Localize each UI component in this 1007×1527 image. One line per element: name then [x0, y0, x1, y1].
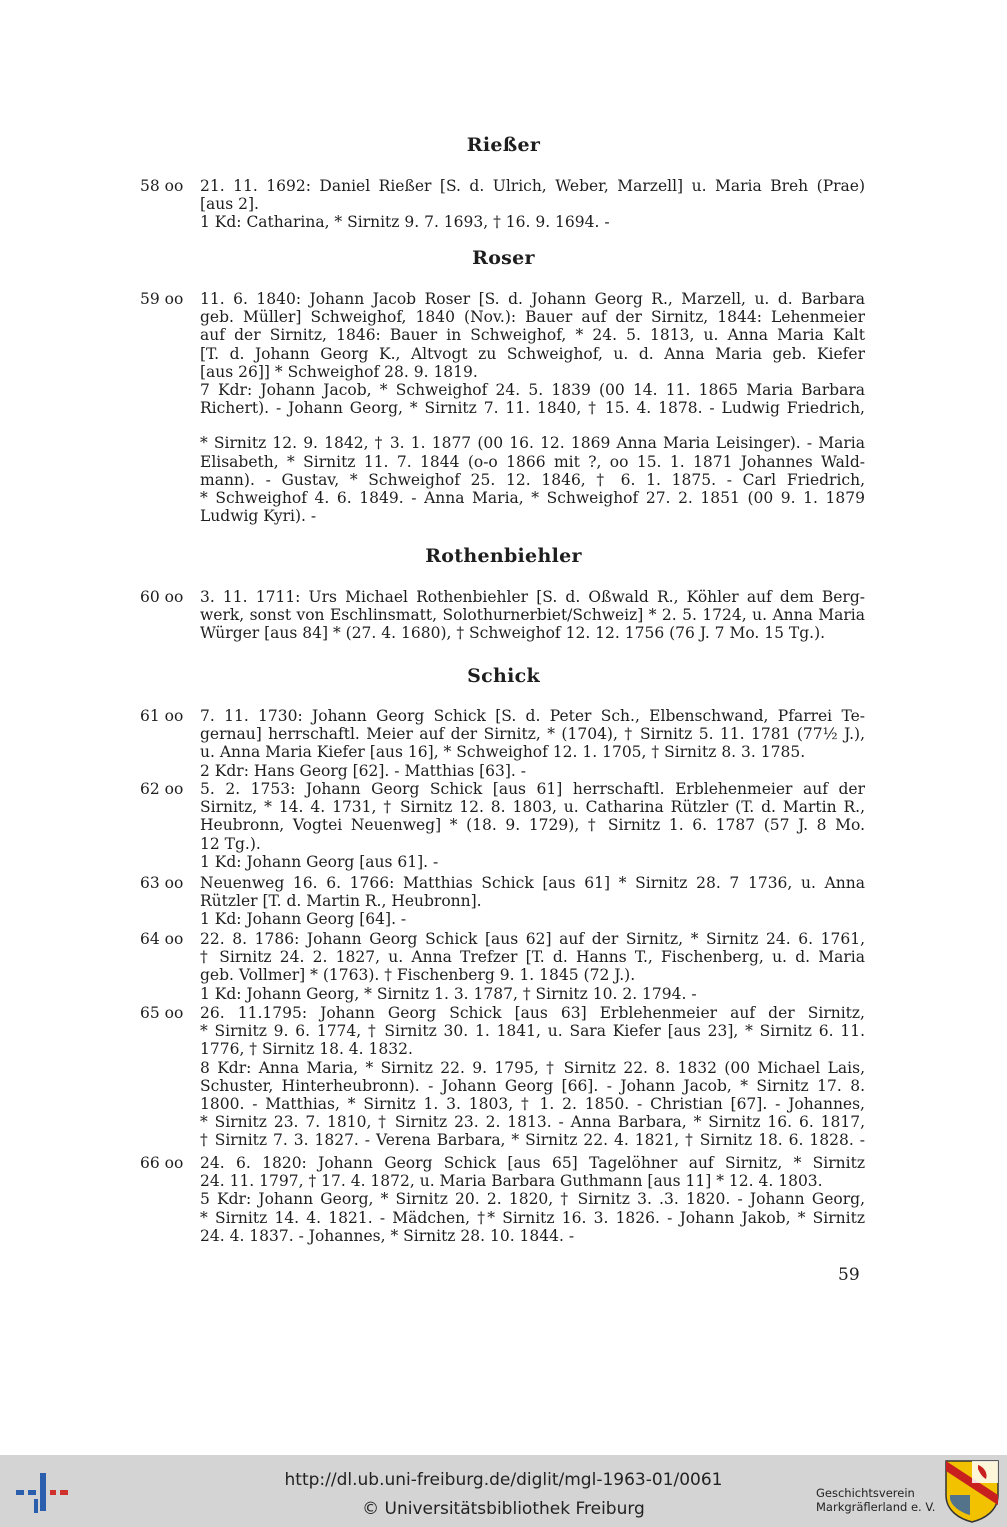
entry-line: geb. Vollmer] * (1763). † Fischenberg 9. 1. 1845 (72 J.).: [200, 966, 636, 985]
entry-line: Richert). - Johann Georg, * Sirnitz 7. 11. 1840, † 15. 4. 1878. - Ludwig Friedrich,: [200, 399, 865, 418]
entry-line: u. Anna Maria Kiefer [aus 16], * Schweighof 12. 1. 1705, † Sirnitz 8. 3. 1785.: [200, 743, 806, 762]
entry-line: 5. 2. 1753: Johann Georg Schick [aus 61] herrschaftl. Erblehenmeier auf der: [200, 780, 865, 798]
entry-line: 3. 11. 1711: Urs Michael Rothenbiehler [S. d. Oßwald R., Köhler auf dem Berg-: [200, 588, 865, 606]
entry-text: [200, 930, 865, 1003]
entry-line: * Sirnitz 12. 9. 1842, † 3. 1. 1877 (00 16. 12. 1869 Anna Maria Leisinger). - Maria: [200, 434, 865, 453]
section-title-roser: Roser: [472, 247, 535, 269]
entry-text: [200, 1154, 865, 1245]
section-title-riesser: Rießer: [466, 134, 541, 156]
society-line: Markgräflerland e. V.: [816, 1500, 936, 1514]
footer-url-link[interactable]: http://dl.ub.uni-freiburg.de/diglit/mgl-1963-01/0061: [284, 1470, 723, 1490]
section-title-rothenbiehler: Rothenbiehler: [425, 545, 582, 567]
entry-line: [T. d. Johann Georg K., Altvogt zu Schweighof, u. d. Anna Maria geb. Kiefer: [200, 344, 865, 363]
entry-line: Schuster, Hinterheubronn). - Johann Georg [66]. - Johann Jacob, * Sirnitz 17. 8.: [200, 1076, 865, 1095]
entry-text: [200, 874, 865, 929]
entry-number: 61 oo: [140, 707, 184, 725]
entry-line: Elisabeth, * Sirnitz 11. 7. 1844 (o-o 1866 mit ?, oo 15. 1. 1871 Johannes Wald-: [200, 452, 865, 471]
entry-line: 2 Kdr: Hans Georg [62]. - Matthias [63]. -: [200, 761, 526, 780]
entry-line: geb. Müller] Schweighof, 1840 (Nov.): Bauer auf der Sirnitz, 1844: Lehenmeier: [200, 308, 865, 327]
entry-text: [200, 707, 865, 780]
entry-line: † Sirnitz 7. 3. 1827. - Verena Barbara, * Sirnitz 22. 4. 1821, † Sirnitz 18. 6. 1828. -: [200, 1131, 865, 1150]
entry-line: * Sirnitz 23. 7. 1810, † Sirnitz 23. 2. 1813. - Anna Barbara, * Sirnitz 16. 6. 1817,: [200, 1113, 865, 1132]
entry-line: [aus 2].: [200, 195, 259, 214]
coat-of-arms-icon: [944, 1459, 1000, 1523]
entry-line: 1 Kd: Johann Georg, * Sirnitz 1. 3. 1787, † Sirnitz 10. 2. 1794. -: [200, 984, 697, 1003]
entry-line: * Sirnitz 14. 4. 1821. - Mädchen, †* Sirnitz 16. 3. 1826. - Johann Jakob, * Sirnitz: [200, 1208, 865, 1227]
entry-line: 12 Tg.).: [200, 834, 261, 853]
entry-line: 1 Kd: Catharina, * Sirnitz 9. 7. 1693, † 16. 9. 1694. -: [200, 213, 610, 232]
entry-line: Neuenweg 16. 6. 1766: Matthias Schick [aus 61] * Sirnitz 28. 7 1736, u. Anna: [200, 874, 865, 892]
entry-line: [aus 26]] * Schweighof 28. 9. 1819.: [200, 362, 478, 381]
society-line: Geschichtsverein: [816, 1486, 915, 1500]
entry-line: 24. 4. 1837. - Johannes, * Sirnitz 28. 10. 1844. -: [200, 1226, 575, 1245]
entry-line: * Schweighof 4. 6. 1849. - Anna Maria, * Schweighof 27. 2. 1851 (00 9. 1. 1879: [200, 489, 865, 508]
entry-text: [200, 177, 865, 232]
entry-line: 8 Kdr: Anna Maria, * Sirnitz 22. 9. 1795, † Sirnitz 22. 8. 1832 (00 Michael Lais,: [200, 1058, 865, 1077]
entry-number: 65 oo: [140, 1004, 184, 1022]
entry-line: Rützler [T. d. Martin R., Heubronn].: [200, 892, 482, 911]
entry-line: werk, sonst von Eschlinsmatt, Solothurnerbiet/Schweiz] * 2. 5. 1724, u. Anna Maria: [200, 606, 865, 625]
section-title-schick: Schick: [467, 665, 540, 687]
entry-line: 5 Kdr: Johann Georg, * Sirnitz 20. 2. 1820, † Sirnitz 3. .3. 1820. - Johann Georg,: [200, 1190, 865, 1209]
entry-line: 24. 11. 1797, † 17. 4. 1872, u. Maria Barbara Guthmann [aus 11] * 12. 4. 1803.: [200, 1172, 823, 1191]
entry-line: 1 Kd: Johann Georg [64]. -: [200, 910, 407, 929]
entry-line: 24. 6. 1820: Johann Georg Schick [aus 65] Tagelöhner auf Sirnitz, * Sirnitz: [200, 1154, 865, 1172]
entry-text: [200, 780, 865, 871]
entry-text: [200, 290, 865, 525]
entry-line: * Sirnitz 9. 6. 1774, † Sirnitz 30. 1. 1841, u. Sara Kiefer [aus 23], * Sirnitz 6. 11.: [200, 1022, 865, 1041]
entry-line: 21. 11. 1692: Daniel Rießer [S. d. Ulrich, Weber, Marzell] u. Maria Breh (Prae): [200, 177, 865, 195]
entry-line: auf der Sirnitz, 1846: Bauer in Schweighof, * 24. 5. 1813, u. Anna Maria Kalt: [200, 326, 865, 345]
society-name: [816, 1486, 935, 1514]
entry-number: 66 oo: [140, 1154, 184, 1172]
entry-line: 1 Kd: Johann Georg [aus 61]. -: [200, 852, 439, 871]
entry-line: mann). - Gustav, * Schweighof 25. 12. 1846, † 6. 1. 1875. - Carl Friedrich,: [200, 470, 865, 489]
entry-number: 62 oo: [140, 780, 184, 798]
entry-line: † Sirnitz 24. 2. 1827, u. Anna Trefzer [T. d. Hanns T., Fischenberg, u. d. Maria: [200, 948, 865, 967]
entry-line: 7 Kdr: Johann Jacob, * Schweighof 24. 5. 1839 (00 14. 11. 1865 Maria Barbara: [200, 381, 865, 400]
entry-line: 1776, † Sirnitz 18. 4. 1832.: [200, 1040, 413, 1059]
entry-line: 22. 8. 1786: Johann Georg Schick [aus 62] auf der Sirnitz, * Sirnitz 24. 6. 1761,: [200, 930, 865, 948]
entry-line: gernau] herrschaftl. Meier auf der Sirnitz, * (1704), † Sirnitz 5. 11. 1781 (77½ J.),: [200, 725, 865, 744]
entry-line: 11. 6. 1840: Johann Jacob Roser [S. d. Johann Georg R., Marzell, u. d. Barbara: [200, 290, 865, 308]
entry-line: Heubronn, Vogtei Neuenweg] * (18. 9. 1729), † Sirnitz 1. 6. 1787 (57 J. 8 Mo.: [200, 816, 865, 835]
entry-number: 59 oo: [140, 290, 184, 308]
page-number: 59: [838, 1265, 860, 1285]
entry-text: [200, 1004, 865, 1150]
entry-number: 58 oo: [140, 177, 184, 195]
entry-number: 63 oo: [140, 874, 184, 892]
entry-number: 64 oo: [140, 930, 184, 948]
footer-bar: [0, 1455, 1007, 1527]
entry-line: 26. 11.1795: Johann Georg Schick [aus 63] Erblehenmeier auf der Sirnitz,: [200, 1004, 865, 1022]
footer-copyright: © Universitätsbibliothek Freiburg: [362, 1499, 645, 1519]
entry-number: 60 oo: [140, 588, 184, 606]
entry-line: 7. 11. 1730: Johann Georg Schick [S. d. Peter Sch., Elbenschwand, Pfarrei Te-: [200, 707, 865, 725]
entry-text: [200, 588, 865, 643]
entry-line: Sirnitz, * 14. 4. 1731, † Sirnitz 12. 8. 1803, u. Catharina Rützler (T. d. Martin R.,: [200, 798, 865, 817]
entry-line: Würger [aus 84] * (27. 4. 1680), † Schweighof 12. 12. 1756 (76 J. 7 Mo. 15 Tg.).: [200, 624, 826, 643]
entry-line: 1800. - Matthias, * Sirnitz 1. 3. 1803, † 1. 2. 1850. - Christian [67]. - Johannes,: [200, 1095, 865, 1114]
entry-line: Ludwig Kyri). -: [200, 507, 317, 526]
